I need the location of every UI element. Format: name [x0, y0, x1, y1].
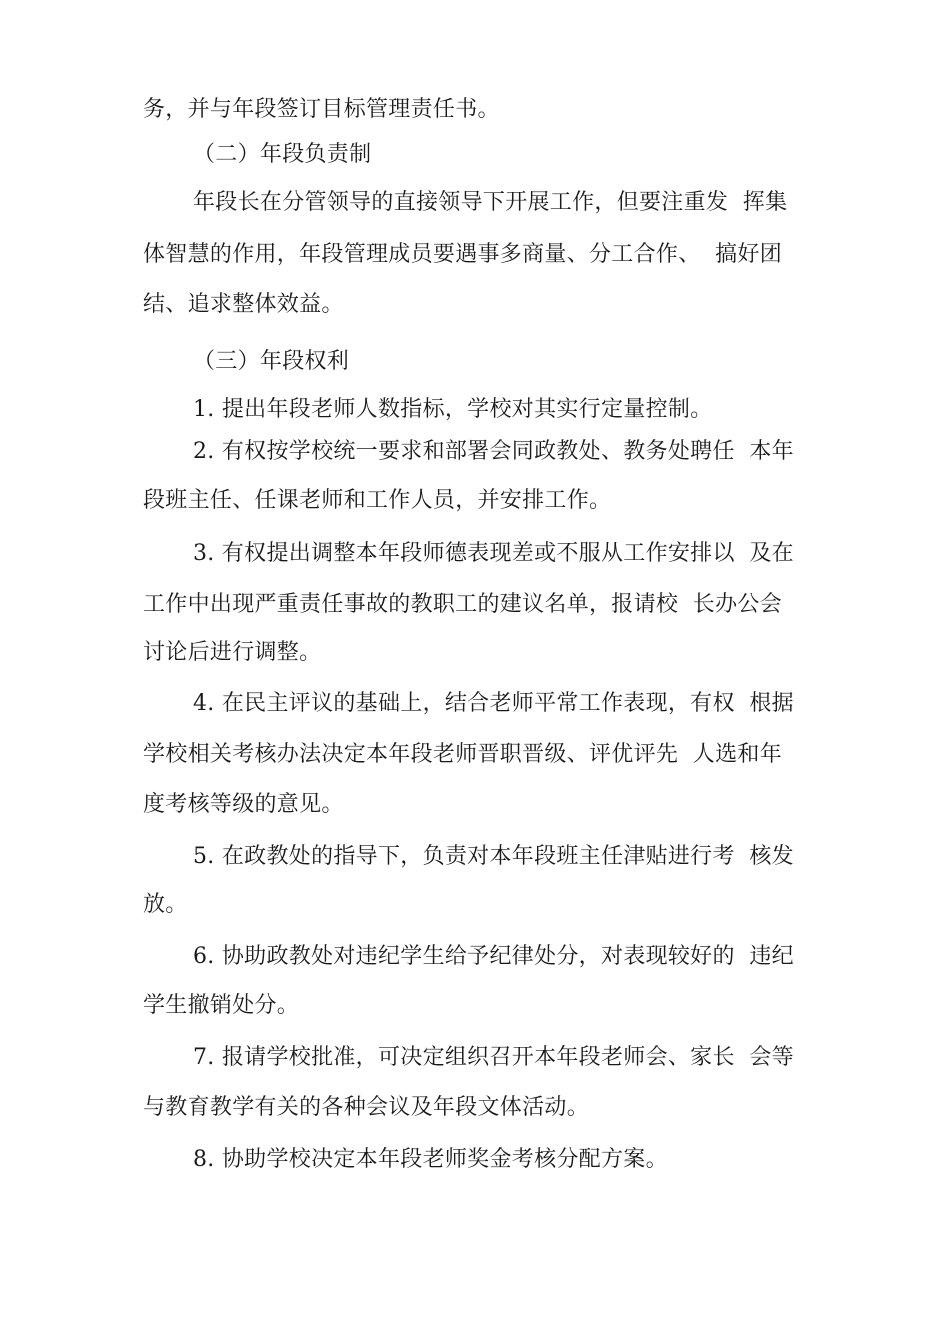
list-item: 6. 协助政教处对违纪学生给予纪律处分，对表现较好的 违纪	[193, 944, 794, 969]
list-item: 3. 有权提出调整本年段师德表现差或不服从工作安排以 及在	[193, 541, 794, 566]
text-line: 结、追求整体效益。	[143, 292, 344, 317]
list-item: 8. 协助学校决定本年段老师奖金考核分配方案。	[193, 1147, 668, 1172]
text-line: 学校相关考核办法决定本年段老师晋职晋级、评优评先 人选和年	[143, 742, 782, 767]
text-line: 与教育教学有关的各种会议及年段文体活动。	[143, 1095, 590, 1120]
text-line: 讨论后进行调整。	[143, 640, 322, 665]
text-line: 放。	[143, 892, 188, 917]
list-item: 7. 报请学校批准，可决定组织召开本年段老师会、家长 会等	[193, 1045, 794, 1070]
section-heading: （二）年段负责制	[193, 142, 372, 167]
text-line: 段班主任、任课老师和工作人员，并安排工作。	[143, 488, 612, 513]
text-line: 学生撤销处分。	[143, 993, 300, 1018]
list-item: 4. 在民主评议的基础上，结合老师平常工作表现，有权 根据	[193, 691, 794, 716]
text-line: 务，并与年段签订目标管理责任书。	[143, 97, 500, 122]
section-heading: （三）年段权利	[193, 349, 350, 374]
text-line: 度考核等级的意见。	[143, 792, 344, 817]
list-item: 1. 提出年段老师人数指标，学校对其实行定量控制。	[193, 397, 713, 422]
text-line: 年段长在分管领导的直接领导下开展工作，但要注重发 挥集	[193, 190, 788, 215]
list-item: 2. 有权按学校统一要求和部署会同政教处、教务处聘任 本年	[193, 439, 794, 464]
text-line: 体智慧的作用，年段管理成员要遇事多商量、分工合作、 搞好团	[143, 242, 782, 267]
list-item: 5. 在政教处的指导下，负责对本年段班主任津贴进行考 核发	[193, 844, 794, 869]
text-line: 工作中出现严重责任事故的教职工的建议名单，报请校 长办公会	[143, 592, 782, 617]
